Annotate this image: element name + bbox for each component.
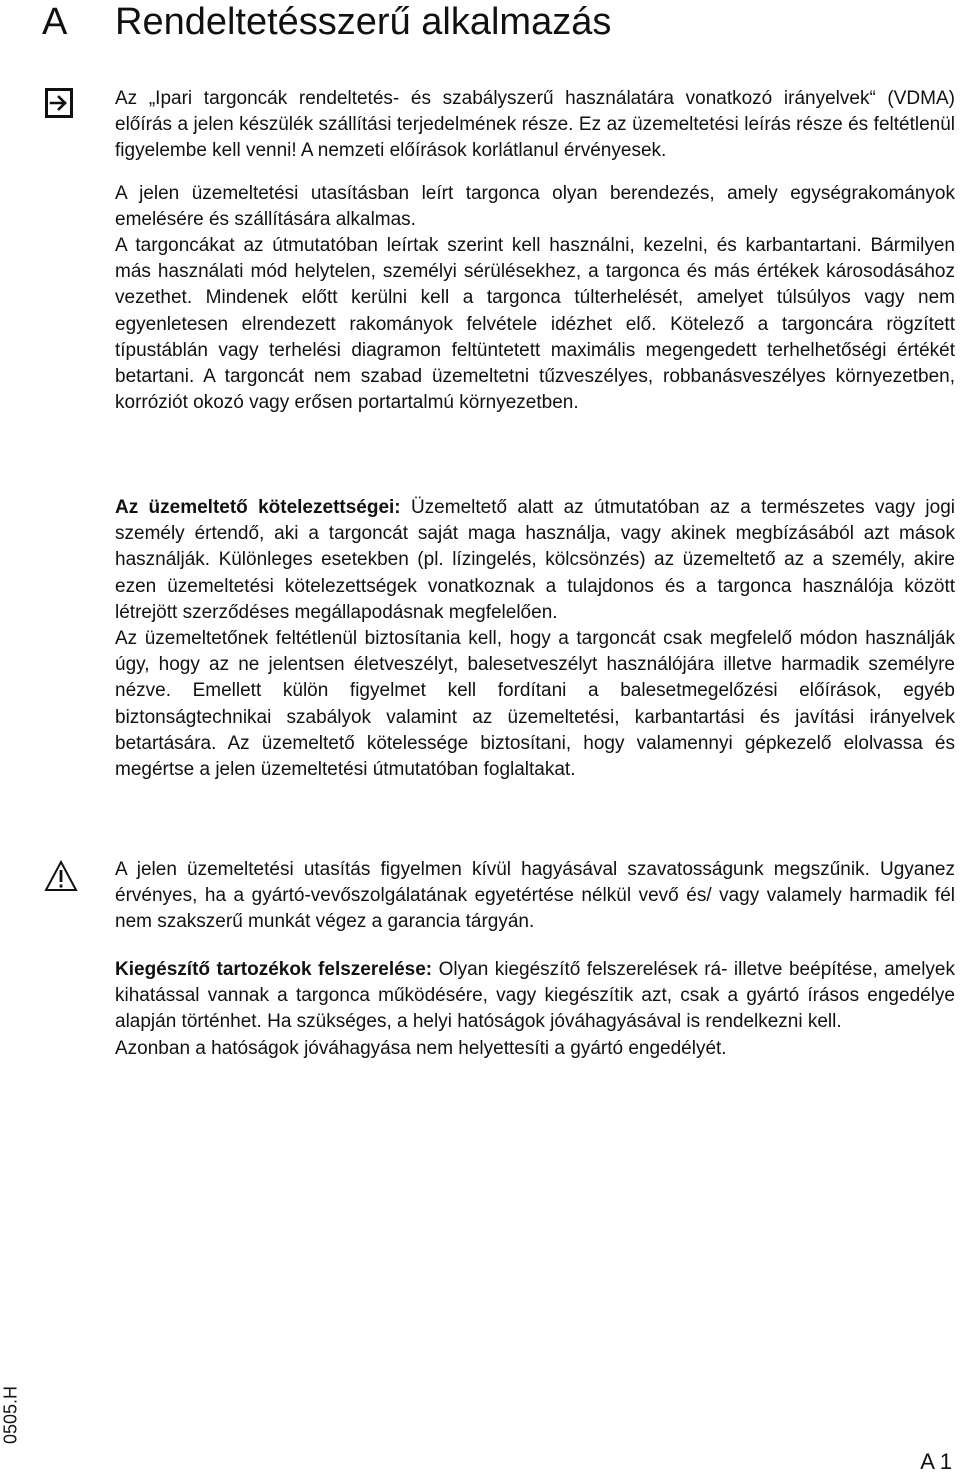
page-title: Rendeltetésszerű alkalmazás bbox=[115, 1, 612, 43]
accessories-text: Olyan kiegészítő felszerelések rá- illetve beépítése, amelyek kihatással vannak a targonca működésére, vagy kiegészítik azt, csak a gyártó írásos engedélye alapján történhet. Ha szükséges, a helyi hatóságok jóváhagyásával is rendelkezni kell. bbox=[115, 959, 955, 1033]
section-intro bbox=[115, 86, 955, 416]
accessories-section bbox=[115, 957, 955, 1062]
warning-section bbox=[115, 857, 955, 936]
intro-paragraph: Az „Ipari targoncák rendeltetés- és szabályszerű használatára vonatkozó irányelvek“ (VDMA) előírás a jelen készülék szállítási terjedelmének része. Ez az üzemeltetési leírás része és feltétlenül figyelembe kell venni! A nemzeti előírások korlátlanul érvényesek. bbox=[115, 88, 955, 162]
operator-section bbox=[115, 495, 955, 783]
operator-paragraph bbox=[115, 495, 955, 626]
operator-duty-paragraph: Az üzemeltetőnek feltétlenül biztosítania kell, hogy a targoncát csak megfelelő módon használják úgy, hogy az ne jelentsen életveszélyt, balesetveszélyt használójára illetve harmadik személyre nézve. Emellett külön figyelmet kell fordítani a balesetmegelőzési előírások, egyéb biztonságtechnikai szabályok valamint az üzemeltetési, karbantartási és javítási irányelvek betartására. Az üzemeltető kötelessége biztosítani, hogy valamennyi gépkezelő elolvassa és megértse a jelen üzemeltetési útmutatóban foglaltakat. bbox=[115, 628, 955, 781]
accessories-paragraph bbox=[115, 957, 955, 1036]
warning-triangle-icon bbox=[44, 860, 78, 897]
operator-text: Üzemeltető alatt az útmutatóban az a természetes vagy jogi személy értendő, aki a targoncát saját maga használja, vagy akinek megbízásából azt mások használják. Különleges esetekben (pl. lízingelés, kölcsönzés) az üzemeltető az a személy, akire ezen üzemeltetési kötelezettségek vonatkoznak a tulajdonos és a targonca használója között létrejött szerződéses megállapodásnak megfelelően. bbox=[115, 497, 955, 623]
usage-paragraph: A targoncákat az útmutatóban leírtak szerint kell használni, kezelni, és karbantartani. Bármilyen más használati mód helytelen, személyi sérülésekhez, a targonca és más értékek károsodásához vezethet. Mindenek előtt kerülni kell a targonca túlterhelését, amelyet túlsúlyos vagy nem egyenletesen elrendezett rakományok felvétele idézhet elő. Kötelező a targoncára rögzített típustáblán vagy terhelési diagramon feltüntetett maximális megengedett terhelhetőségi értékét betartani. A targoncát nem szabad üzemeltetni tűzveszélyes, robbanásveszélyes környezetben, korróziót okozó vagy erősen portartalmú környezetben. bbox=[115, 235, 955, 414]
accessories-label: Kiegészítő tartozékok felszerelése: bbox=[115, 959, 433, 980]
chapter-letter: A bbox=[42, 1, 68, 43]
accessories-note: Azonban a hatóságok jóváhagyása nem helyettesíti a gyártó engedélyét. bbox=[115, 1037, 727, 1059]
operator-label: Az üzemeltető kötelezettségei: bbox=[115, 497, 401, 518]
purpose-paragraph: A jelen üzemeltetési utasításban leírt targonca olyan berendezés, amely egységrakományok emelésére és szállítására alkalmas. bbox=[115, 182, 955, 230]
document-code-text: 0505.H bbox=[0, 1385, 21, 1445]
arrow-right-boxed-icon bbox=[45, 88, 73, 118]
page-number: A 1 bbox=[920, 1449, 952, 1474]
document-code bbox=[0, 1365, 22, 1465]
warning-paragraph: A jelen üzemeltetési utasítás figyelmen kívül hagyásával szavatosságunk megszűnik. Ugyanez érvényes, ha a gyártó-vevőszolgálatának egyetértése nélkül vevő és/ vagy valamely harmadik fél nem szakszerű munkát végez a garancia tárgyán. bbox=[115, 859, 955, 933]
